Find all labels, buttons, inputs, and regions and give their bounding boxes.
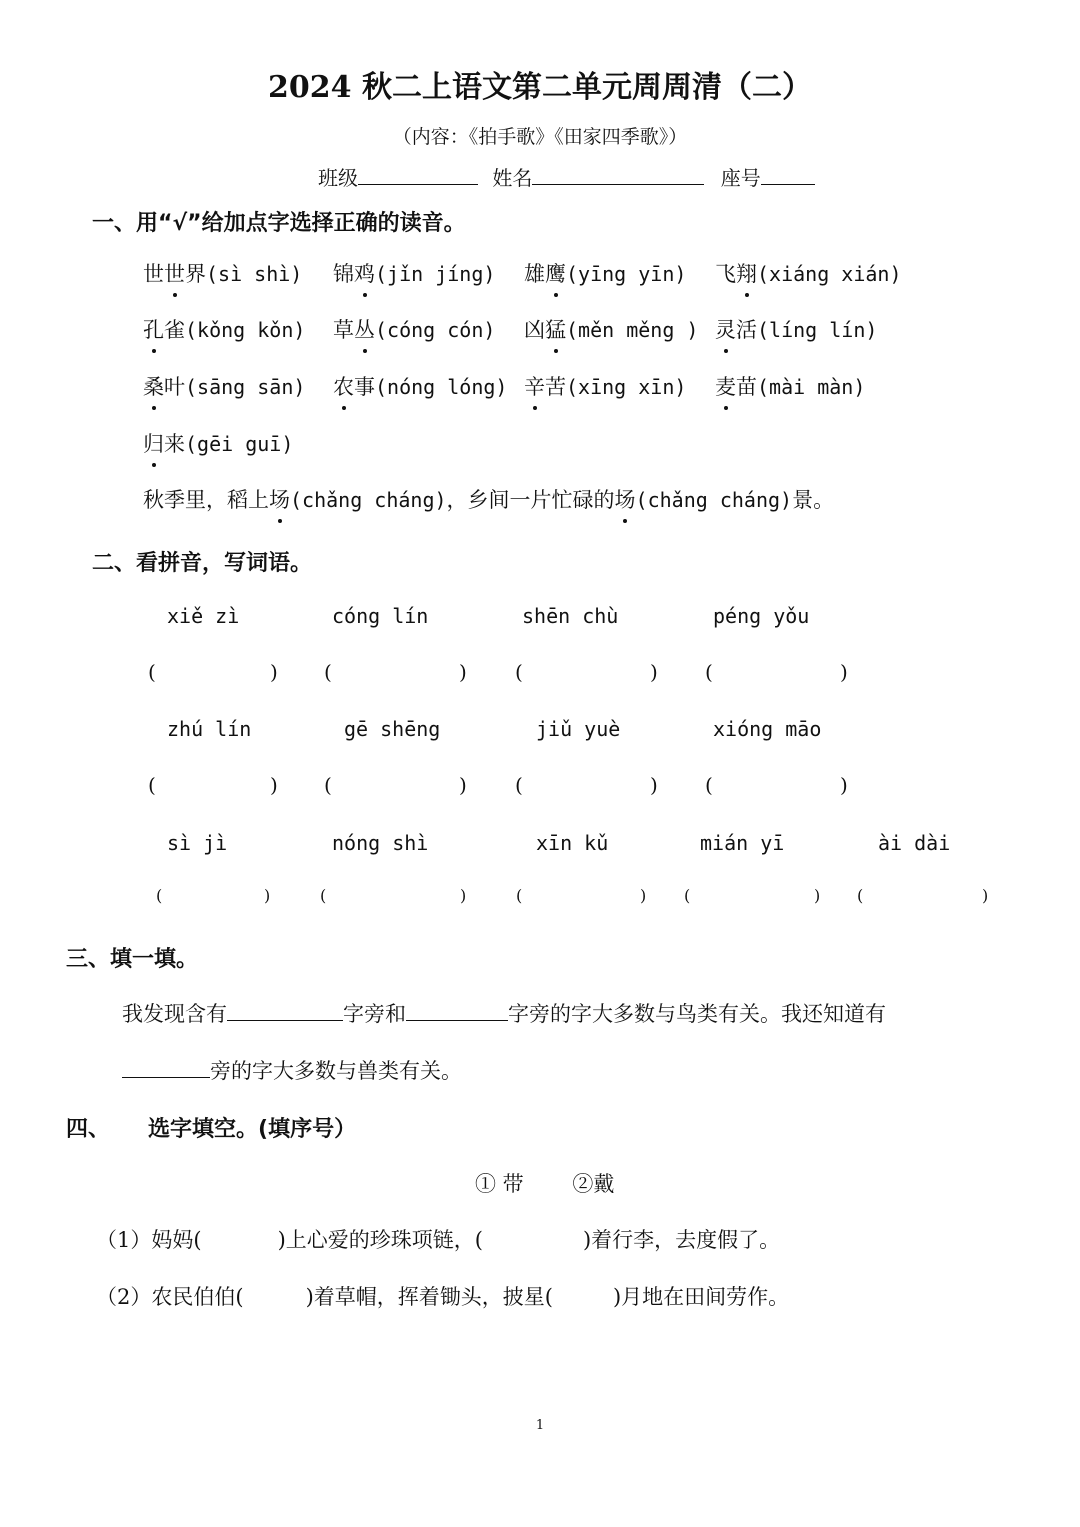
- class-label: 班级: [318, 166, 358, 190]
- section4-title: 选字填空。(填序号）: [148, 1117, 357, 1142]
- pinyin-prompt: jiǔ yuè: [536, 717, 621, 741]
- word-char: 雄: [524, 262, 545, 286]
- answer-box[interactable]: [529, 660, 648, 686]
- section2-heading: 二、看拼音，写词语。: [92, 551, 313, 576]
- pinyin-choice[interactable]: (nóng lóng): [375, 375, 508, 399]
- answer-box[interactable]: [529, 773, 648, 799]
- pinyin-prompt: ài dài: [878, 831, 951, 855]
- q1-part-b: )上心爱的珍珠项链，(: [277, 1228, 483, 1252]
- pinyin-choice[interactable]: (xiáng xián): [757, 262, 902, 286]
- answer-box-open: (: [705, 773, 713, 797]
- answer-box-open: (: [515, 660, 523, 684]
- emphasis-dot: [724, 406, 728, 410]
- pinyin-prompt: mián yī: [700, 831, 785, 855]
- pinyin-item: [715, 371, 865, 401]
- class-blank[interactable]: [358, 164, 478, 185]
- fill-blank-1[interactable]: [227, 1000, 343, 1021]
- dotted-char: 丛: [354, 314, 375, 344]
- answer-box-open: (: [320, 886, 327, 905]
- answer-box-open: (: [148, 773, 156, 797]
- emphasis-dot: [152, 406, 156, 410]
- page-title: 2024 秋二上语文第二单元周周清（二）: [268, 70, 812, 105]
- pinyin-item: [143, 314, 305, 344]
- pinyin-item: [715, 314, 877, 344]
- section1-sentence: [143, 484, 834, 514]
- dotted-char: 归: [143, 428, 164, 458]
- pinyin-item: [333, 371, 507, 401]
- pinyin-choice[interactable]: (sì shì): [206, 262, 303, 286]
- section3-heading: 三、填一填。: [66, 947, 199, 972]
- word-char: 事: [354, 375, 375, 399]
- question-2: [96, 1281, 789, 1311]
- page-subtitle: （内容：《拍手歌》《田家四季歌》）: [392, 126, 688, 148]
- pinyin-item: [715, 258, 902, 288]
- answer-box[interactable]: [170, 886, 262, 912]
- answer-box[interactable]: [338, 660, 457, 686]
- answer-box[interactable]: [719, 660, 838, 686]
- sentence-part2: ，乡间一片忙碌的: [446, 488, 615, 512]
- dotted-char: 世: [164, 258, 185, 288]
- dotted-char: 农: [333, 371, 354, 401]
- answer-box-close: ): [264, 886, 271, 905]
- pinyin-prompt: shēn chù: [522, 604, 619, 628]
- word-char: 叶: [164, 375, 185, 399]
- answer-box-close: ): [270, 773, 278, 797]
- fill-blank-3[interactable]: [122, 1057, 210, 1078]
- answer-box-close: ): [840, 660, 848, 684]
- pinyin-choice[interactable]: (sāng sān): [185, 375, 306, 399]
- answer-box-open: (: [156, 886, 163, 905]
- q1-part-c: )着行李，去度假了。: [582, 1228, 781, 1252]
- pinyin-item: [524, 314, 698, 344]
- section4-heading: [66, 1112, 356, 1143]
- emphasis-dot: [173, 293, 177, 297]
- answer-box-close: ): [270, 660, 278, 684]
- emphasis-dot: [554, 349, 558, 353]
- word-char: 雀: [164, 318, 185, 342]
- section1-heading: 一、用“√”给加点字选择正确的读音。: [92, 211, 466, 236]
- answer-box-close: ): [650, 773, 658, 797]
- page-number: 1: [535, 1418, 545, 1433]
- pinyin-prompt: zhú lín: [167, 717, 252, 741]
- dotted-char: 鸡: [354, 258, 375, 288]
- dotted-char: 孔: [143, 314, 164, 344]
- pinyin-choice[interactable]: (jǐn jíng): [375, 262, 496, 286]
- pinyin-prompt: nóng shì: [332, 831, 429, 855]
- pinyin-prompt: sì jì: [167, 831, 228, 855]
- answer-box[interactable]: [162, 773, 268, 799]
- answer-box-open: (: [705, 660, 713, 684]
- answer-box-open: (: [324, 660, 332, 684]
- pinyin-prompt: cóng lín: [332, 604, 429, 628]
- fill-blank-2[interactable]: [406, 1000, 508, 1021]
- pinyin-item: [143, 258, 302, 288]
- pinyin-prompt: xióng māo: [713, 717, 822, 741]
- answer-box-open: (: [516, 886, 523, 905]
- dotted-char: 灵: [715, 314, 736, 344]
- pinyin-item: [333, 258, 495, 288]
- answer-box-close: ): [650, 660, 658, 684]
- q1-part-a: （1）妈妈(: [96, 1228, 202, 1252]
- word-char: 草: [333, 318, 354, 342]
- answer-box[interactable]: [530, 886, 638, 912]
- fill-text-d: 旁的字大多数与兽类有关。: [210, 1059, 462, 1083]
- dotted-char: 辛: [524, 371, 545, 401]
- pinyin-choice[interactable]: (líng lín): [757, 318, 878, 342]
- emphasis-dot: [724, 349, 728, 353]
- pinyin-choice[interactable]: (mài màn): [757, 375, 866, 399]
- pinyin-prompt: gē shēng: [344, 717, 441, 741]
- answer-box-open: (: [684, 886, 691, 905]
- word-char: 苦: [545, 375, 566, 399]
- answer-box-close: ): [640, 886, 647, 905]
- q2-part-b: )着草帽，挥着锄头，披星(: [305, 1285, 553, 1309]
- dotted-char: 场: [615, 484, 636, 514]
- section4-options: ① 带 ②戴: [475, 1172, 615, 1196]
- emphasis-dot: [342, 406, 346, 410]
- pinyin-choice[interactable]: (gēi guī): [185, 432, 294, 456]
- pinyin-item: [143, 371, 305, 401]
- answer-box-close: ): [814, 886, 821, 905]
- answer-box-close: ): [982, 886, 989, 905]
- fill-text-a: 我发现含有: [122, 1002, 227, 1026]
- section3-line2: [122, 1055, 462, 1085]
- section3-line1: [122, 998, 886, 1028]
- answer-box-open: (: [857, 886, 864, 905]
- emphasis-dot: [533, 406, 537, 410]
- emphasis-dot: [554, 293, 558, 297]
- emphasis-dot: [745, 293, 749, 297]
- pinyin-item: [333, 314, 495, 344]
- student-info: [318, 162, 815, 191]
- word-char: 来: [164, 432, 185, 456]
- sentence-part1: 秋季里，稻上: [143, 488, 269, 512]
- pinyin-prompt: xīn kǔ: [536, 831, 609, 855]
- answer-box-open: (: [148, 660, 156, 684]
- word-char: 界: [185, 262, 206, 286]
- section4-number: 四、: [66, 1117, 111, 1142]
- emphasis-dot: [363, 349, 367, 353]
- answer-box[interactable]: [338, 773, 457, 799]
- answer-box-open: (: [515, 773, 523, 797]
- emphasis-dot: [278, 519, 282, 523]
- answer-box[interactable]: [162, 660, 268, 686]
- pinyin-choice[interactable]: (yīng yīn): [566, 262, 687, 286]
- pinyin-prompt: xiě zì: [167, 604, 240, 628]
- answer-box[interactable]: [334, 886, 458, 912]
- word-char: 锦: [333, 262, 354, 286]
- pinyin-choice[interactable]: (xīng xīn): [566, 375, 687, 399]
- emphasis-dot: [623, 519, 627, 523]
- pinyin-prompt: péng yǒu: [713, 604, 810, 628]
- answer-box[interactable]: [719, 773, 838, 799]
- answer-box-open: (: [324, 773, 332, 797]
- fill-text-c: 字旁的字大多数与鸟类有关。我还知道有: [508, 1002, 886, 1026]
- answer-box-close: ): [460, 886, 467, 905]
- sentence-part3: 景。: [792, 488, 835, 512]
- word-char: 活: [736, 318, 757, 342]
- pinyin-item: [524, 258, 686, 288]
- word-char: 飞: [715, 262, 736, 286]
- seat-label: 座号: [720, 166, 761, 190]
- pinyin-choice[interactable]: (cóng cón): [375, 318, 496, 342]
- name-label: 姓名: [492, 166, 533, 190]
- name-blank[interactable]: [532, 164, 704, 185]
- pinyin-item: [143, 428, 293, 458]
- q2-part-a: （2）农民伯伯(: [96, 1285, 244, 1309]
- emphasis-dot: [363, 293, 367, 297]
- dotted-char: 场: [269, 484, 290, 514]
- dotted-char: 桑: [143, 371, 164, 401]
- emphasis-dot: [152, 349, 156, 353]
- word-char: 凶: [524, 318, 545, 342]
- word-char: 苗: [736, 375, 757, 399]
- word-char: 世: [143, 262, 164, 286]
- answer-box-close: ): [840, 773, 848, 797]
- emphasis-dot: [152, 463, 156, 467]
- answer-box[interactable]: [871, 886, 980, 912]
- answer-box[interactable]: [698, 886, 812, 912]
- question-1: [96, 1224, 780, 1254]
- answer-box-close: ): [459, 773, 467, 797]
- pinyin-choice[interactable]: (měn měng ): [566, 318, 699, 342]
- q2-part-c: )月地在田间劳作。: [612, 1285, 790, 1309]
- answer-box-close: ): [459, 660, 467, 684]
- pinyin-choice[interactable]: (kǒng kǒn): [185, 318, 306, 342]
- pinyin-choice[interactable]: (chǎng cháng): [290, 488, 447, 512]
- dotted-char: 鹰: [545, 258, 566, 288]
- pinyin-item: [524, 371, 686, 401]
- dotted-char: 翔: [736, 258, 757, 288]
- pinyin-choice[interactable]: (chǎng cháng): [635, 488, 793, 512]
- seat-blank[interactable]: [761, 164, 815, 185]
- dotted-char: 猛: [545, 314, 566, 344]
- fill-text-b: 字旁和: [343, 1002, 406, 1026]
- dotted-char: 麦: [715, 371, 736, 401]
